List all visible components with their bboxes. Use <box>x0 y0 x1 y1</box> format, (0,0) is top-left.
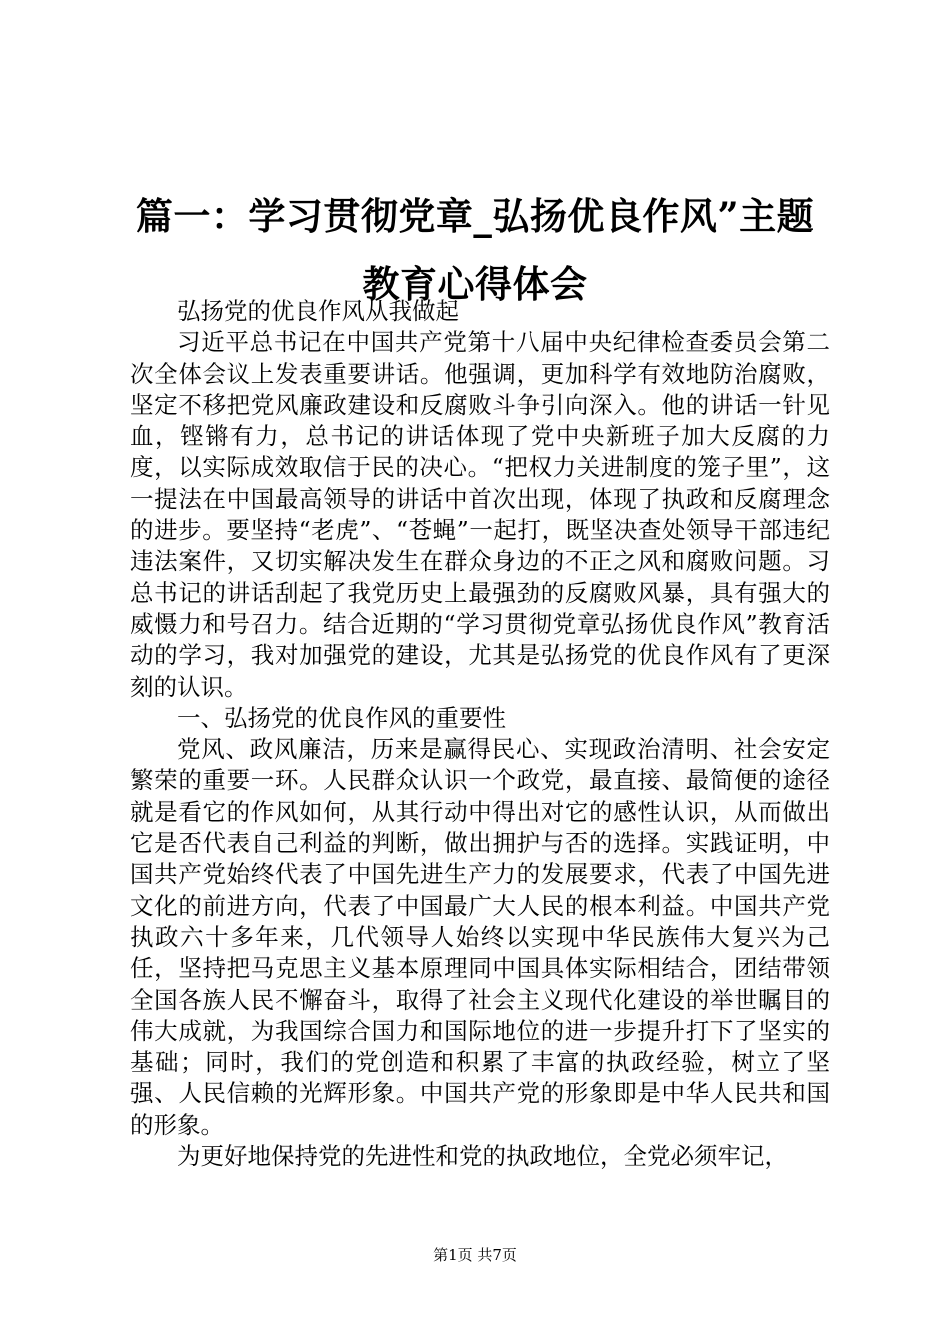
body-paragraph: 为更好地保持党的先进性和党的执政地位，全党必须牢记， <box>177 1142 788 1171</box>
document-title: 篇一：学习贯彻党章_弘扬优良作风”主题教育心得体会 <box>135 194 815 306</box>
body-paragraph: 习近平总书记在中国共产党第十八届中央纪律检查委员会第二次全体会议上发表重要讲话。他强调，更加科学有效地防治腐败，坚定不移把党风廉政建设和反腐败斗争引向深入。他的讲话一针见血，铿锵有力，总书记的讲话体现了党中央新班子加大反腐的力度，以实际成效取信于民的决心。“把权力关进制度的笼子里”，这一提法在中国最高领导的讲话中首次出现，体现了执政和反腐理念的进步。要坚持“老虎”、“苍蝇”一起打，既坚决查处领导干部违纪违法案件，又切实解决发生在群众身边的不正之风和腐败问题。习总书记的讲话刮起了我党历史上最强劲的反腐败风暴，具有强大的威慑力和号召力。结合近期的“学习贯彻党章弘扬优良作风”教育活动的学习，我对加强党的建设，尤其是弘扬党的优良作风有了更深刻的认识。 <box>130 328 830 701</box>
section-heading: 一、弘扬党的优良作风的重要性 <box>177 703 506 732</box>
document-body <box>130 296 830 1172</box>
body-paragraph-subtitle: 弘扬党的优良作风从我做起 <box>177 297 459 325</box>
body-paragraph: 党风、政风廉洁，历来是赢得民心、实现政治清明、社会安定繁荣的重要一环。人民群众认识一个政党，最直接、最简便的途径就是看它的作风如何，从其行动中得出对它的感性认识，从而做出它是否代表自己利益的判断，做出拥护与否的选择。实践证明，中国共产党始终代表了中国先进生产力的发展要求，代表了中国先进文化的前进方向，代表了中国最广大人民的根本利益。中国共产党执政六十多年来，几代领导人始终以实现中华民族伟大复兴为己任，坚持把马克思主义基本原理同中国具体实际相结合，团结带领全国各族人民不懈奋斗，取得了社会主义现代化建设的举世瞩目的伟大成就，为我国综合国力和国际地位的进一步提升打下了坚实的基础；同时，我们的党创造和积累了丰富的执政经验，树立了坚强、人民信赖的光辉形象。中国共产党的形象即是中华人民共和国的形象。 <box>130 735 830 1139</box>
page-footer: 第1页 共7页 <box>433 1246 517 1264</box>
